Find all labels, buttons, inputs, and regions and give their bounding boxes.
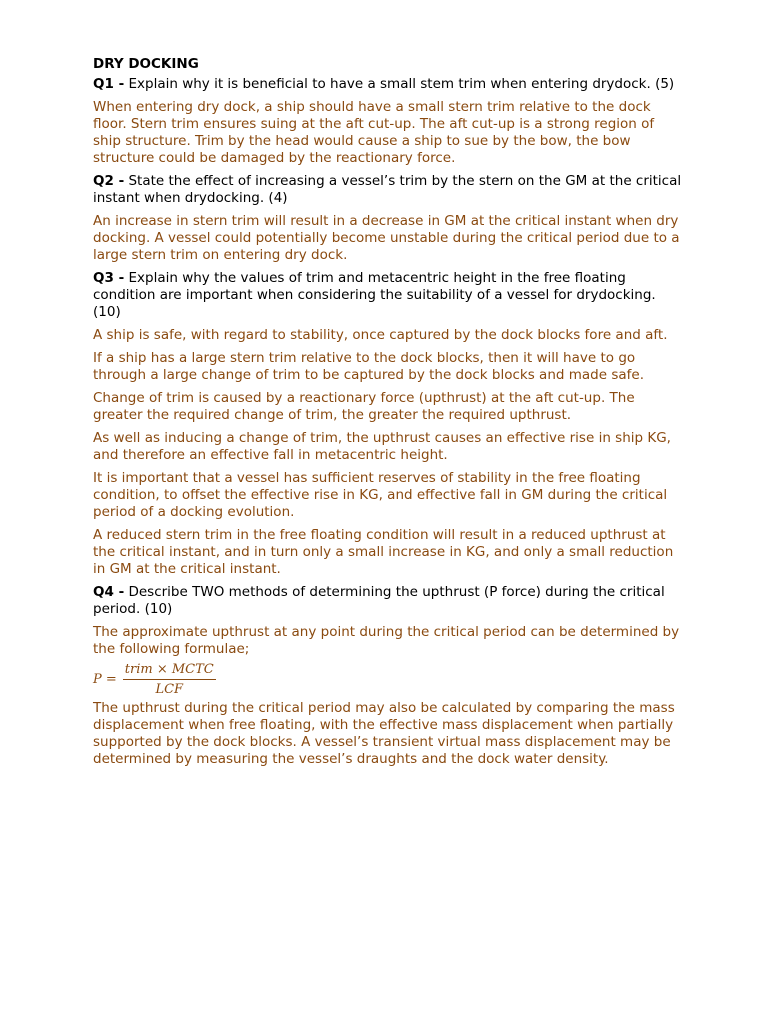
question-1 [93,76,683,93]
upthrust-formula [93,660,683,698]
question-number: Q4 - [93,584,125,600]
formula-denominator: LCF [155,681,184,697]
question-3 [93,270,683,321]
question-text: Describe TWO methods of determining the upthrust (P force) during the critical period. (10) [93,584,665,617]
answer-paragraph: Change of trim is caused by a reactionary force (upthrust) at the aft cut-up. The greater the required change of trim, the greater the required upthrust. [93,390,635,423]
question-number: Q3 - [93,270,125,286]
formula-numerator: trim × MCTC [123,662,216,680]
formula-fraction [123,662,216,697]
answer-paragraph: An increase in stern trim will result in a decrease in GM at the critical instant when dry docking. A vessel could potentially become unstable during the critical period due to a large stern trim on entering dry dock. [93,213,680,263]
answer-paragraph: The approximate upthrust at any point during the critical period can be determined by the following formulae; [93,624,680,657]
question-text: Explain why the values of trim and metacentric height in the free floating condition are important when considering the suitability of a vessel for drydocking. (10) [93,270,656,320]
answer-paragraph: The upthrust during the critical period may also be calculated by comparing the mass displacement when free floating, with the effective mass displacement when partially supported by the dock blocks. A vessel’s transient virtual mass displacement may be determined by measuring the vessel’s draughts and the dock water density. [93,700,675,767]
document-title: DRY DOCKING [93,56,199,72]
question-number: Q1 - [93,76,125,92]
answer-paragraph: A reduced stern trim in the free floating condition will result in a reduced upthrust at the critical instant, and in turn only a small increase in KG, and only a small reduction in GM at the critical instant. [93,527,674,577]
answer-paragraph: A ship is safe, with regard to stability, once captured by the dock blocks fore and aft. [93,327,668,343]
question-4 [93,584,683,618]
question-text: Explain why it is beneficial to have a small stem trim when entering drydock. (5) [124,76,675,92]
question-number: Q2 - [93,173,125,189]
formula-lhs: P = [93,671,117,687]
answer-paragraph: As well as inducing a change of trim, the upthrust causes an effective rise in ship KG, and therefore an effective fall in metacentric height. [93,430,671,463]
question-text: State the effect of increasing a vessel’s trim by the stern on the GM at the critical instant when drydocking. (4) [93,173,682,206]
document-page [93,56,683,774]
answer-paragraph: When entering dry dock, a ship should have a small stern trim relative to the dock floor. Stern trim ensures suing at the aft cut-up. The aft cut-up is a strong region of ship structure. Trim by the head would cause a ship to sue by the bow, the bow structure could be damaged by the reactionary force. [93,99,655,166]
answer-paragraph: It is important that a vessel has sufficient reserves of stability in the free floating condition, to offset the effective rise in KG, and effective fall in GM during the critical period of a docking evolution. [93,470,668,520]
answer-paragraph: If a ship has a large stern trim relative to the dock blocks, then it will have to go through a large change of trim to be captured by the dock blocks and made safe. [93,350,644,383]
question-2 [93,173,683,207]
